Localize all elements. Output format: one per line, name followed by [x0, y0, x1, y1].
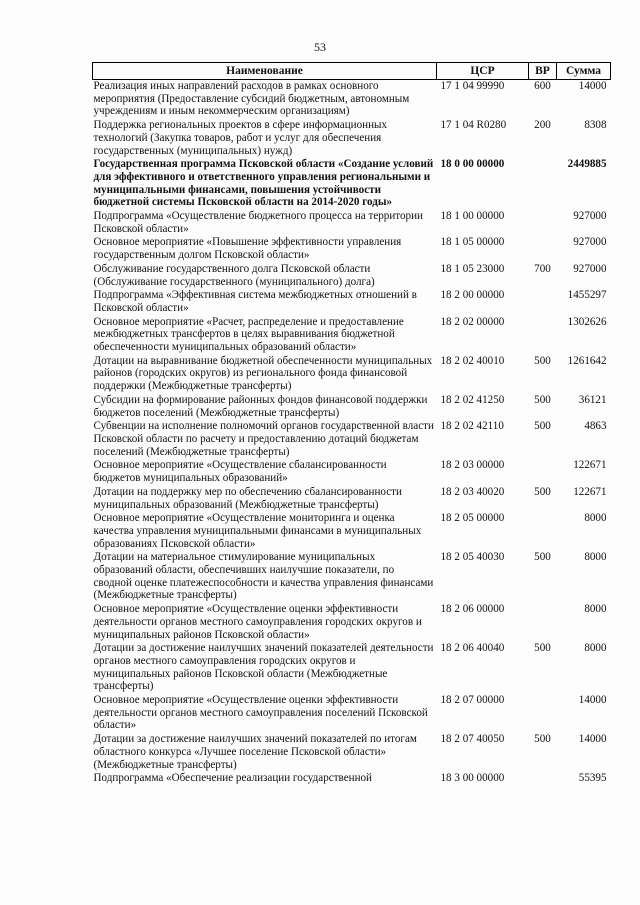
table-row [93, 772, 611, 786]
row-vr-cell: 500 [534, 642, 551, 655]
row-name-cell: Основное мероприятие «Расчет, распределение и предоставление межбюджетных трансфертов в целях выравнивания бюджетной обеспеченности муниципальных образований области» [93, 315, 404, 354]
row-csr-cell: 18 2 07 40050 [440, 733, 505, 746]
table-body [93, 80, 611, 786]
table-row [93, 236, 611, 262]
row-csr-cell: 18 2 02 41250 [440, 393, 505, 406]
row-sum-cell: 1455297 [567, 289, 607, 302]
row-sum-cell: 8000 [584, 603, 607, 616]
row-sum-cell: 122671 [573, 485, 607, 498]
table-row [93, 210, 611, 236]
row-sum-cell: 14000 [578, 694, 607, 707]
row-csr-cell: 18 2 06 40040 [440, 642, 505, 655]
header-csr: ЦСР [437, 63, 529, 80]
row-csr-cell: 18 2 03 40020 [440, 485, 505, 498]
row-csr-cell: 18 0 00 00000 [440, 158, 505, 171]
row-vr-cell: 500 [534, 733, 551, 746]
row-sum-cell: 8000 [584, 551, 607, 564]
row-csr-cell: 18 2 03 00000 [440, 459, 505, 472]
row-vr-cell: 500 [534, 354, 551, 367]
header-name: Наименование [93, 63, 437, 80]
table-row [93, 694, 611, 733]
table-row [93, 420, 611, 459]
row-sum-cell: 927000 [573, 236, 607, 249]
row-name-cell: Поддержка региональных проектов в сфере информационных технологий (Закупка товаров, работ и услуг для обеспечения государственных (муниципальных) нужд) [93, 119, 388, 157]
row-sum-cell: 8308 [584, 119, 607, 132]
row-csr-cell: 18 1 00 00000 [440, 210, 505, 223]
table-row [93, 486, 611, 512]
table-row [93, 733, 611, 772]
table-row [93, 512, 611, 551]
row-vr-cell: 500 [534, 420, 551, 433]
row-csr-cell: 18 2 07 00000 [440, 694, 505, 707]
row-csr-cell: 18 2 06 00000 [440, 603, 505, 616]
table-row [93, 158, 611, 210]
row-sum-cell: 122671 [573, 459, 607, 472]
header-vr: ВР [529, 63, 557, 80]
row-csr-cell: 18 2 02 40010 [440, 354, 505, 367]
row-csr-cell: 18 2 05 00000 [440, 512, 505, 525]
row-name-cell: Подпрограмма «Обеспечение реализации государственной [93, 772, 372, 785]
row-vr-cell [529, 316, 557, 355]
table-row [93, 119, 611, 158]
row-name-cell: Подпрограмма «Эффективная система межбюджетных отношений в Псковской области» [93, 289, 417, 314]
row-csr-cell: 18 1 05 00000 [440, 236, 505, 249]
row-name-cell: Субвенции на исполнение полномочий органов государственной власти Псковской области по расчету и предоставлению дотаций бюджетам поселений (Межбюджетные трансферты) [93, 420, 434, 458]
row-sum-cell: 927000 [573, 210, 607, 223]
row-vr-cell [529, 289, 557, 315]
row-csr-cell: 18 2 05 40030 [440, 551, 505, 564]
row-name-cell: Основное мероприятие «Осуществление сбалансированности бюджетов муниципальных образований» [93, 459, 387, 485]
row-sum-cell: 8000 [584, 642, 607, 655]
row-name-cell: Основное мероприятие «Повышение эффективности управления государственным долгом Псковской области» [93, 236, 402, 262]
row-sum-cell: 1302626 [567, 315, 607, 328]
table-header-row [93, 63, 611, 80]
row-vr-cell: 600 [534, 80, 551, 92]
row-csr-cell: 18 2 00 00000 [440, 289, 505, 302]
row-sum-cell: 1261642 [567, 354, 607, 367]
row-name-cell: Основное мероприятие «Осуществление мониторинга и оценка качества управления муниципальными финансами в муниципальных образованиях Псковской области» [93, 512, 422, 550]
row-sum-cell: 927000 [573, 262, 607, 275]
row-vr-cell: 500 [534, 551, 551, 564]
row-vr-cell [529, 210, 557, 236]
row-csr-cell: 18 3 00 00000 [440, 772, 505, 785]
row-name-cell: Реализация иных направлений расходов в рамках основного мероприятия (Предоставление субсидий бюджетным, автономным учреждениям и иным некоммерческим организациям) [93, 80, 410, 118]
row-name-cell: Государственная программа Псковской области «Создание условий для эффективного и ответственного управления региональными и муниципальными финансами, повышения устойчивости бюджетной системы Псковской области на 2014-2020 годы» [93, 158, 434, 209]
row-vr-cell [529, 772, 557, 786]
row-csr-cell: 17 1 04 99990 [440, 80, 505, 92]
row-sum-cell: 14000 [578, 733, 607, 746]
table-row [93, 263, 611, 289]
row-name-cell: Обслуживание государственного долга Псковской области (Обслуживание государственного (муниципального) долга) [93, 262, 375, 288]
row-vr-cell [529, 236, 557, 262]
row-sum-cell: 4863 [584, 420, 607, 433]
row-csr-cell: 18 2 02 00000 [440, 315, 505, 328]
table-row [93, 551, 611, 603]
row-vr-cell [529, 694, 557, 733]
table-row [93, 80, 611, 120]
row-sum-cell: 55395 [578, 772, 607, 785]
row-vr-cell: 500 [534, 485, 551, 498]
row-csr-cell: 17 1 04 R0280 [440, 119, 507, 132]
table-row [93, 459, 611, 485]
row-sum-cell: 2449885 [567, 158, 607, 171]
row-sum-cell: 8000 [584, 512, 607, 525]
budget-table [92, 62, 611, 786]
row-vr-cell: 500 [534, 393, 551, 406]
row-sum-cell: 14000 [578, 80, 607, 92]
row-name-cell: Основное мероприятие «Осуществление оценки эффективности деятельности органов местного самоуправления поселений Псковской области» [93, 694, 428, 732]
table-row [93, 394, 611, 420]
row-vr-cell [529, 459, 557, 485]
row-name-cell: Дотации на поддержку мер по обеспечению сбалансированности муниципальных образований (Межбюджетные трансферты) [93, 485, 402, 511]
row-name-cell: Подпрограмма «Осуществление бюджетного процесса на территории Псковской области» [93, 210, 423, 235]
page-number: 53 [314, 40, 326, 54]
table-row [93, 642, 611, 694]
row-name-cell: Субсидии на формирование районных фондов финансовой поддержки бюджетов поселений (Межбюджетные трансферты) [93, 393, 428, 419]
row-sum-cell: 36121 [578, 393, 607, 406]
table-row [93, 603, 611, 642]
row-csr-cell: 18 2 02 42110 [440, 420, 504, 433]
row-name-cell: Дотации на выравнивание бюджетной обеспеченности муниципальных районов (городских округов) из регионального фонда финансовой поддержки (Межбюджетные трансферты) [93, 354, 433, 393]
row-name-cell: Дотации за достижение наилучших значений показателей деятельности органов местного самоуправления городских округов и муниципальных районов Псковской области (Межбюджетные трансферты) [93, 642, 434, 693]
table-row [93, 316, 611, 355]
row-vr-cell: 700 [534, 262, 551, 275]
row-vr-cell [529, 512, 557, 551]
table-row [93, 355, 611, 394]
row-name-cell: Дотации на материальное стимулирование муниципальных образований области, обеспечивших наилучшие показатели, по сводной оценке платежеспособности и качества управления финансами (Межбюджетные трансферты) [93, 551, 434, 602]
row-csr-cell: 18 1 05 23000 [440, 262, 505, 275]
row-vr-cell [529, 158, 557, 210]
table-row [93, 289, 611, 315]
row-name-cell: Основное мероприятие «Осуществление оценки эффективности деятельности органов местного самоуправления городских округов и муниципальных районов Псковской области» [93, 603, 422, 641]
header-sum: Сумма [557, 63, 611, 80]
row-vr-cell [529, 603, 557, 642]
row-vr-cell: 200 [534, 119, 551, 132]
row-name-cell: Дотации за достижение наилучших значений показателей по итогам областного конкурса «Лучшее поселение Псковской области» (Межбюджетные трансферты) [93, 733, 417, 771]
